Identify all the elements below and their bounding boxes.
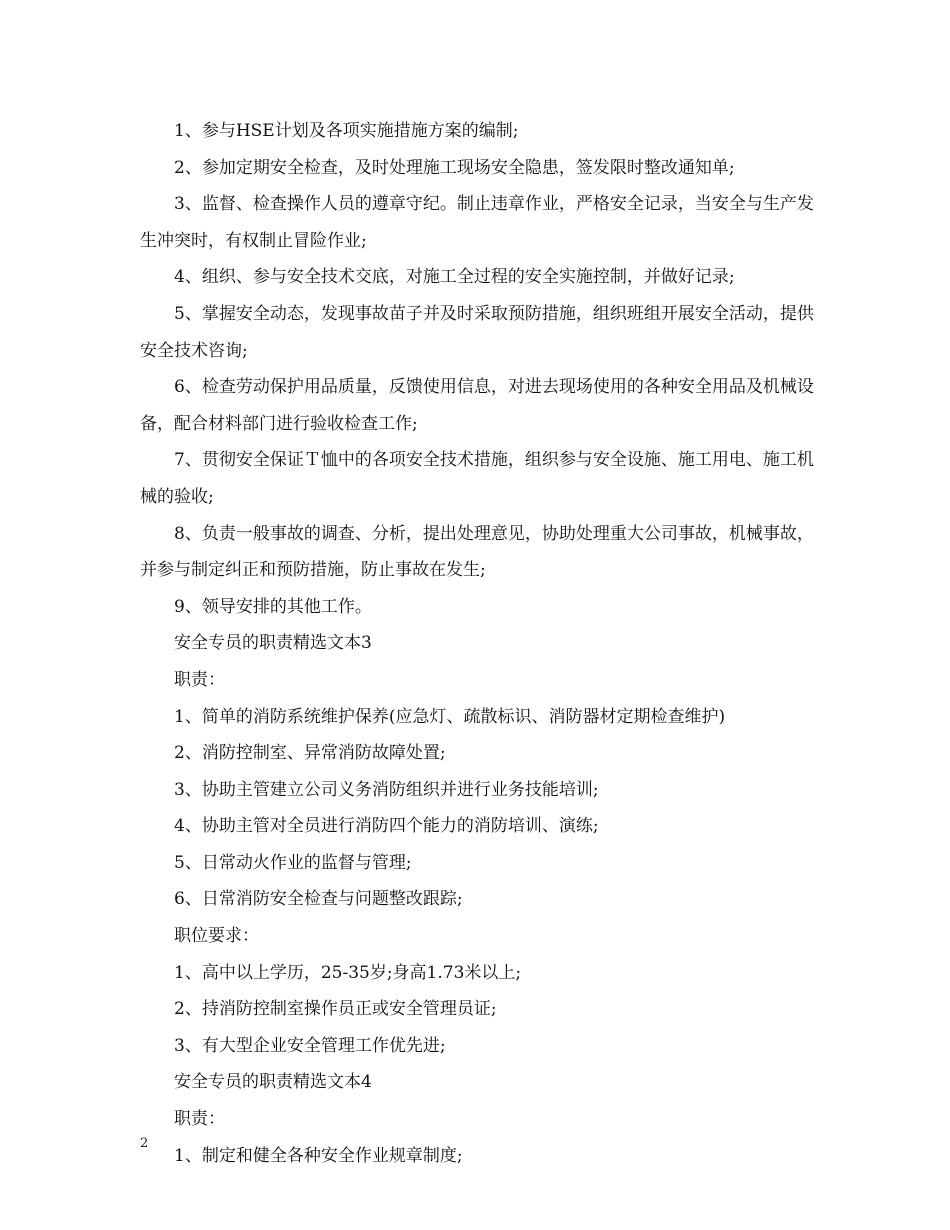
section-heading: 安全专员的职责精选文本3 xyxy=(174,633,372,654)
paragraph: 2、消防控制室、异常消防故障处置; xyxy=(174,743,446,764)
paragraph: 4、组织、参与安全技术交底，对施工全过程的安全实施控制，并做好记录; xyxy=(174,267,735,288)
paragraph: 3、有大型企业安全管理工作优先进; xyxy=(174,1035,446,1056)
paragraph: 9、领导安排的其他工作。 xyxy=(174,596,372,617)
paragraph: 2、参加定期安全检查，及时处理施工现场安全隐患，签发限时整改通知单; xyxy=(174,157,735,178)
paragraph: 1、制定和健全各种安全作业规章制度; xyxy=(174,1145,463,1166)
subheading: 职位要求： xyxy=(174,926,259,947)
paragraph: 5、日常动火作业的监督与管理; xyxy=(174,852,412,873)
paragraph: 3、监督、检查操作人员的遵章守纪。制止违章作业，严格安全记录，当安全与生产发生冲突时，有权制止冒险作业; xyxy=(140,194,814,251)
paragraph: 1、简单的消防系统维护保养(应急灯、疏散标识、消防器材定期检查维护) xyxy=(174,706,726,727)
document-body xyxy=(140,113,830,1174)
page-number: 2 xyxy=(140,1136,149,1151)
paragraph: 1、参与HSE计划及各项实施措施方案的编制; xyxy=(174,121,519,141)
section-heading: 安全专员的职责精选文本4 xyxy=(174,1072,372,1093)
paragraph: 3、协助主管建立公司义务消防组织并进行业务技能培训; xyxy=(174,779,599,800)
paragraph: 2、持消防控制室操作员正或安全管理员证; xyxy=(174,999,497,1020)
paragraph: 7、贯彻安全保证Ｔ恤中的各项安全技术措施，组织参与安全设施、施工用电、施工机械的验收; xyxy=(140,450,814,507)
subheading: 职责： xyxy=(174,669,225,690)
paragraph: 6、检查劳动保护用品质量，反馈使用信息，对进去现场使用的各种安全用品及机械设备，配合材料部门进行验收检查工作; xyxy=(140,377,814,434)
paragraph: 1、高中以上学历，25-35岁;身高1.73米以上; xyxy=(174,962,522,983)
paragraph: 5、掌握安全动态，发现事故苗子并及时采取预防措施，组织班组开展安全活动，提供安全技术咨询; xyxy=(140,303,814,361)
paragraph: 6、日常消防安全检查与问题整改跟踪; xyxy=(174,889,463,910)
paragraph: 8、负责一般事故的调查、分析，提出处理意见，协助处理重大公司事故，机械事故，并参与制定纠正和预防措施，防止事故在发生; xyxy=(140,523,814,581)
paragraph: 4、协助主管对全员进行消防四个能力的消防培训、演练; xyxy=(174,816,599,837)
subheading: 职责： xyxy=(174,1109,225,1130)
